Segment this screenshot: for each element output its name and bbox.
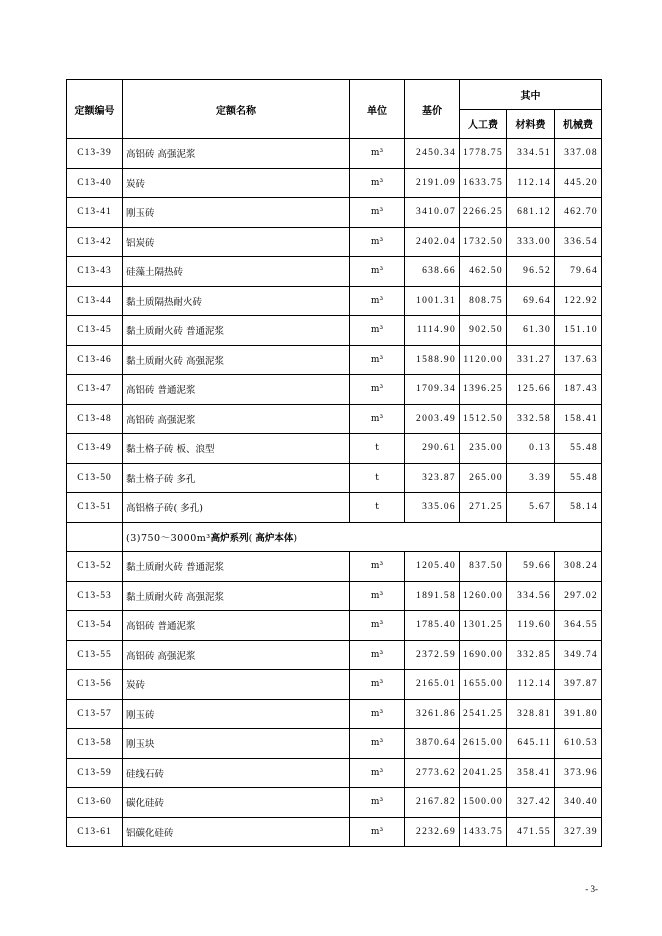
- machine-cost-cell: 308.24: [555, 552, 602, 582]
- quota-code-cell: C13-57: [67, 699, 123, 729]
- labor-cost-cell: 271.25: [460, 493, 507, 523]
- labor-cost-cell: 1433.75: [460, 817, 507, 847]
- machine-cost-cell: 391.80: [555, 699, 602, 729]
- quota-name-cell: 黏土格子砖 板、浪型: [123, 434, 350, 464]
- quota-code-cell: C13-60: [67, 788, 123, 818]
- quota-name-cell: 高铝砖 普通泥浆: [123, 611, 350, 641]
- quota-name-cell: 高铝格子砖( 多孔): [123, 493, 350, 523]
- machine-cost-cell: 122.92: [555, 286, 602, 316]
- table-row: [67, 463, 602, 493]
- quota-code-cell: C13-61: [67, 817, 123, 847]
- material-cost-cell: 681.12: [507, 198, 555, 228]
- unit-cell: t: [350, 493, 405, 523]
- quota-name-cell: 硅藻土隔热砖: [123, 257, 350, 287]
- labor-cost-cell: 2541.25: [460, 699, 507, 729]
- machine-cost-cell: 336.54: [555, 227, 602, 257]
- section-label: [123, 522, 602, 552]
- base-price-cell: 3410.07: [405, 198, 460, 228]
- quota-name-cell: 铝碳化硅砖: [123, 817, 350, 847]
- section-paren-open: (: [248, 532, 256, 544]
- base-price-cell: 1205.40: [405, 552, 460, 582]
- quota-code-cell: C13-53: [67, 581, 123, 611]
- material-cost-cell: 5.67: [507, 493, 555, 523]
- section-bold: 高炉系列: [210, 532, 249, 544]
- labor-cost-cell: 1260.00: [460, 581, 507, 611]
- labor-cost-cell: 1778.75: [460, 139, 507, 169]
- unit-cell: m³: [350, 168, 405, 198]
- quota-name-cell: 黏土质隔热耐火砖: [123, 286, 350, 316]
- unit-cell: m³: [350, 257, 405, 287]
- base-price-cell: 2003.49: [405, 404, 460, 434]
- material-cost-cell: 645.11: [507, 729, 555, 759]
- base-price-cell: 2232.69: [405, 817, 460, 847]
- header-code: 定额编号: [67, 80, 123, 139]
- quota-code-cell: C13-55: [67, 640, 123, 670]
- quota-code-cell: C13-51: [67, 493, 123, 523]
- header-row: [67, 80, 602, 110]
- section-empty-cell: [67, 522, 123, 552]
- unit-cell: t: [350, 434, 405, 464]
- quota-code-cell: C13-42: [67, 227, 123, 257]
- labor-cost-cell: 1690.00: [460, 640, 507, 670]
- section-paren-close: ): [293, 532, 298, 544]
- table-row: [67, 345, 602, 375]
- base-price-cell: 2402.04: [405, 227, 460, 257]
- unit-cell: m³: [350, 817, 405, 847]
- quota-code-cell: C13-49: [67, 434, 123, 464]
- material-cost-cell: 471.55: [507, 817, 555, 847]
- unit-cell: m³: [350, 286, 405, 316]
- quota-code-cell: C13-45: [67, 316, 123, 346]
- machine-cost-cell: 364.55: [555, 611, 602, 641]
- quota-name-cell: 高铝砖 高强泥浆: [123, 640, 350, 670]
- material-cost-cell: 3.39: [507, 463, 555, 493]
- base-price-cell: 638.66: [405, 257, 460, 287]
- material-cost-cell: 328.81: [507, 699, 555, 729]
- quota-code-cell: C13-40: [67, 168, 123, 198]
- base-price-cell: 1709.34: [405, 375, 460, 405]
- machine-cost-cell: 187.43: [555, 375, 602, 405]
- unit-cell: m³: [350, 670, 405, 700]
- machine-cost-cell: 340.40: [555, 788, 602, 818]
- machine-cost-cell: 151.10: [555, 316, 602, 346]
- quota-name-cell: 黏土质耐火砖 普通泥浆: [123, 316, 350, 346]
- section-suffix-bold: 高炉本体: [255, 532, 294, 544]
- labor-cost-cell: 2266.25: [460, 198, 507, 228]
- quota-code-cell: C13-48: [67, 404, 123, 434]
- table-row: [67, 729, 602, 759]
- quota-code-cell: C13-58: [67, 729, 123, 759]
- base-price-cell: 3261.86: [405, 699, 460, 729]
- labor-cost-cell: 808.75: [460, 286, 507, 316]
- material-cost-cell: 358.41: [507, 758, 555, 788]
- unit-cell: m³: [350, 404, 405, 434]
- unit-cell: m³: [350, 758, 405, 788]
- base-price-cell: 3870.64: [405, 729, 460, 759]
- unit-cell: t: [350, 463, 405, 493]
- header-labor: 人工费: [460, 109, 507, 139]
- base-price-cell: 1588.90: [405, 345, 460, 375]
- header-name: 定额名称: [123, 80, 350, 139]
- machine-cost-cell: 55.48: [555, 434, 602, 464]
- quota-name-cell: 刚玉砖: [123, 699, 350, 729]
- labor-cost-cell: 1120.00: [460, 345, 507, 375]
- header-material: 材料费: [507, 109, 555, 139]
- base-price-cell: 2372.59: [405, 640, 460, 670]
- unit-cell: m³: [350, 640, 405, 670]
- labor-cost-cell: 235.00: [460, 434, 507, 464]
- machine-cost-cell: 373.96: [555, 758, 602, 788]
- machine-cost-cell: 55.48: [555, 463, 602, 493]
- unit-cell: m³: [350, 581, 405, 611]
- base-price-cell: 2450.34: [405, 139, 460, 169]
- unit-cell: m³: [350, 611, 405, 641]
- unit-cell: m³: [350, 345, 405, 375]
- quota-table: [66, 79, 602, 847]
- table-row: [67, 640, 602, 670]
- machine-cost-cell: 137.63: [555, 345, 602, 375]
- base-price-cell: 1891.58: [405, 581, 460, 611]
- material-cost-cell: 332.85: [507, 640, 555, 670]
- machine-cost-cell: 349.74: [555, 640, 602, 670]
- table-row: [67, 404, 602, 434]
- quota-name-cell: 刚玉砖: [123, 198, 350, 228]
- quota-name-cell: 铝炭砖: [123, 227, 350, 257]
- quota-name-cell: 硅线石砖: [123, 758, 350, 788]
- material-cost-cell: 331.27: [507, 345, 555, 375]
- material-cost-cell: 125.66: [507, 375, 555, 405]
- machine-cost-cell: 462.70: [555, 198, 602, 228]
- labor-cost-cell: 1732.50: [460, 227, 507, 257]
- labor-cost-cell: 2041.25: [460, 758, 507, 788]
- base-price-cell: 1785.40: [405, 611, 460, 641]
- table-body-top: [67, 139, 602, 523]
- table-row: [67, 493, 602, 523]
- section-row: [67, 522, 602, 552]
- quota-name-cell: 炭砖: [123, 670, 350, 700]
- material-cost-cell: 0.13: [507, 434, 555, 464]
- base-price-cell: 335.06: [405, 493, 460, 523]
- header-group: 其中: [460, 80, 602, 110]
- quota-name-cell: 黏土质耐火砖 普通泥浆: [123, 552, 350, 582]
- material-cost-cell: 334.56: [507, 581, 555, 611]
- labor-cost-cell: 902.50: [460, 316, 507, 346]
- table-row: [67, 316, 602, 346]
- quota-name-cell: 炭砖: [123, 168, 350, 198]
- quota-code-cell: C13-50: [67, 463, 123, 493]
- base-price-cell: 290.61: [405, 434, 460, 464]
- base-price-cell: 2191.09: [405, 168, 460, 198]
- table-row: [67, 581, 602, 611]
- quota-code-cell: C13-54: [67, 611, 123, 641]
- labor-cost-cell: 1500.00: [460, 788, 507, 818]
- material-cost-cell: 334.51: [507, 139, 555, 169]
- material-cost-cell: 96.52: [507, 257, 555, 287]
- table-row: [67, 758, 602, 788]
- labor-cost-cell: 1512.50: [460, 404, 507, 434]
- labor-cost-cell: 462.50: [460, 257, 507, 287]
- machine-cost-cell: 58.14: [555, 493, 602, 523]
- labor-cost-cell: 1396.25: [460, 375, 507, 405]
- machine-cost-cell: 79.64: [555, 257, 602, 287]
- material-cost-cell: 69.64: [507, 286, 555, 316]
- machine-cost-cell: 445.20: [555, 168, 602, 198]
- base-price-cell: 2165.01: [405, 670, 460, 700]
- table-row: [67, 286, 602, 316]
- quota-code-cell: C13-56: [67, 670, 123, 700]
- machine-cost-cell: 297.02: [555, 581, 602, 611]
- table-row: [67, 699, 602, 729]
- base-price-cell: 1001.31: [405, 286, 460, 316]
- quota-name-cell: 高铝砖 高强泥浆: [123, 404, 350, 434]
- machine-cost-cell: 327.39: [555, 817, 602, 847]
- table-row: [67, 227, 602, 257]
- base-price-cell: 2167.82: [405, 788, 460, 818]
- labor-cost-cell: 837.50: [460, 552, 507, 582]
- unit-cell: m³: [350, 552, 405, 582]
- quota-name-cell: 黏土质耐火砖 高强泥浆: [123, 345, 350, 375]
- labor-cost-cell: 1633.75: [460, 168, 507, 198]
- table-body-bottom: [67, 552, 602, 847]
- quota-code-cell: C13-46: [67, 345, 123, 375]
- material-cost-cell: 332.58: [507, 404, 555, 434]
- table-row: [67, 670, 602, 700]
- table-row: [67, 434, 602, 464]
- labor-cost-cell: 1655.00: [460, 670, 507, 700]
- table-row: [67, 198, 602, 228]
- material-cost-cell: 112.14: [507, 670, 555, 700]
- table-row: [67, 552, 602, 582]
- material-cost-cell: 327.42: [507, 788, 555, 818]
- machine-cost-cell: 158.41: [555, 404, 602, 434]
- quota-code-cell: C13-47: [67, 375, 123, 405]
- machine-cost-cell: 397.87: [555, 670, 602, 700]
- table-row: [67, 139, 602, 169]
- quota-name-cell: 黏土格子砖 多孔: [123, 463, 350, 493]
- unit-cell: m³: [350, 227, 405, 257]
- material-cost-cell: 59.66: [507, 552, 555, 582]
- quota-code-cell: C13-39: [67, 139, 123, 169]
- header-unit: 单位: [350, 80, 405, 139]
- page-number: - 3-: [585, 884, 598, 894]
- material-cost-cell: 112.14: [507, 168, 555, 198]
- material-cost-cell: 61.30: [507, 316, 555, 346]
- quota-name-cell: 刚玉块: [123, 729, 350, 759]
- table-row: [67, 168, 602, 198]
- labor-cost-cell: 2615.00: [460, 729, 507, 759]
- unit-cell: m³: [350, 316, 405, 346]
- quota-name-cell: 碳化硅砖: [123, 788, 350, 818]
- machine-cost-cell: 337.08: [555, 139, 602, 169]
- table-row: [67, 788, 602, 818]
- table-row: [67, 375, 602, 405]
- unit-cell: m³: [350, 729, 405, 759]
- quota-code-cell: C13-41: [67, 198, 123, 228]
- base-price-cell: 1114.90: [405, 316, 460, 346]
- unit-cell: m³: [350, 788, 405, 818]
- labor-cost-cell: 265.00: [460, 463, 507, 493]
- header-machine: 机械费: [555, 109, 602, 139]
- header-base-price: 基价: [405, 80, 460, 139]
- quota-name-cell: 黏土质耐火砖 高强泥浆: [123, 581, 350, 611]
- base-price-cell: 323.87: [405, 463, 460, 493]
- unit-cell: m³: [350, 375, 405, 405]
- quota-code-cell: C13-43: [67, 257, 123, 287]
- section-prefix: (3)750～3000m³: [126, 532, 211, 544]
- material-cost-cell: 119.60: [507, 611, 555, 641]
- quota-name-cell: 高铝砖 高强泥浆: [123, 139, 350, 169]
- section-body: [67, 522, 602, 552]
- base-price-cell: 2773.62: [405, 758, 460, 788]
- quota-code-cell: C13-52: [67, 552, 123, 582]
- unit-cell: m³: [350, 139, 405, 169]
- machine-cost-cell: 610.53: [555, 729, 602, 759]
- quota-name-cell: 高铝砖 普通泥浆: [123, 375, 350, 405]
- table-row: [67, 257, 602, 287]
- table-row: [67, 817, 602, 847]
- labor-cost-cell: 1301.25: [460, 611, 507, 641]
- quota-code-cell: C13-59: [67, 758, 123, 788]
- unit-cell: m³: [350, 198, 405, 228]
- unit-cell: m³: [350, 699, 405, 729]
- table-row: [67, 611, 602, 641]
- material-cost-cell: 333.00: [507, 227, 555, 257]
- quota-code-cell: C13-44: [67, 286, 123, 316]
